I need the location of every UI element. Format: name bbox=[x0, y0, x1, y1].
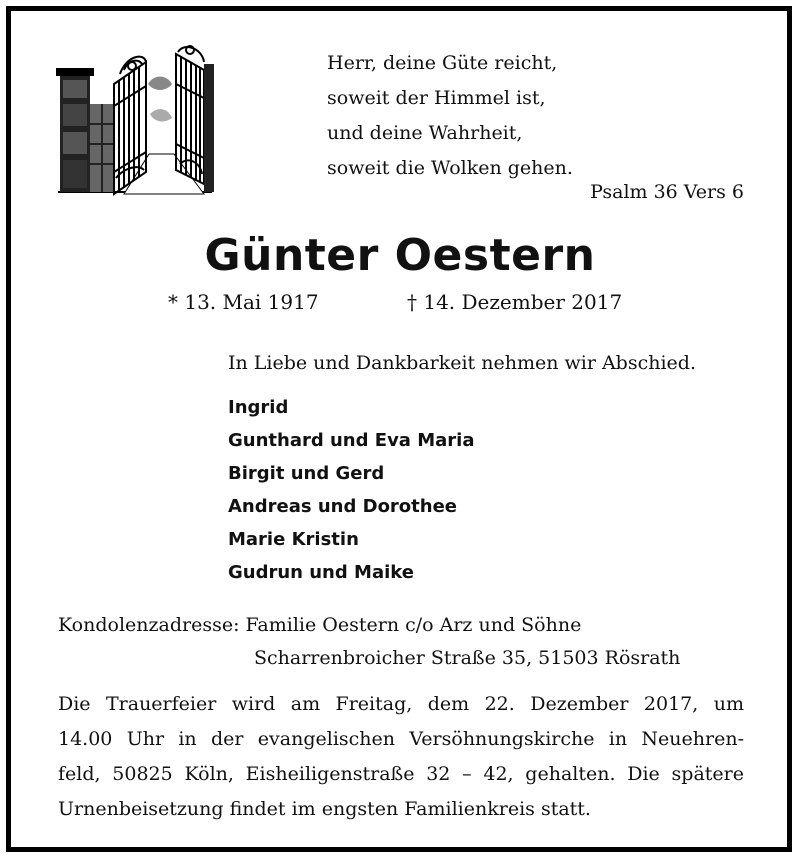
family-member: Ingrid bbox=[228, 397, 289, 418]
death-date: † 14. Dezember 2017 bbox=[407, 290, 623, 314]
service-line: Urnenbeisetzung findet im engsten Familienkreis statt. bbox=[58, 798, 591, 820]
service-line: Die Trauerfeier wird am Freitag, dem 22. Dezember 2017, um bbox=[58, 693, 744, 715]
family-member: Andreas und Dorothee bbox=[228, 496, 458, 517]
farewell-text: In Liebe und Dankbarkeit nehmen wir Abschied. bbox=[228, 352, 696, 374]
service-line: 14.00 Uhr in der evangelischen Versöhnungskirche in Neuehren- bbox=[58, 728, 744, 750]
family-member: Birgit und Gerd bbox=[228, 463, 385, 484]
family-member: Gudrun und Maike bbox=[228, 562, 414, 583]
psalm-line: und deine Wahrheit, bbox=[327, 122, 523, 144]
family-list bbox=[228, 391, 474, 589]
psalm-quote bbox=[327, 46, 573, 186]
psalm-line: soweit die Wolken gehen. bbox=[327, 157, 573, 179]
family-member: Gunthard und Eva Maria bbox=[228, 430, 475, 451]
open-garden-gate-icon bbox=[54, 44, 216, 200]
birth-date: * 13. Mai 1917 bbox=[168, 290, 319, 314]
condolence-street: Scharrenbroicher Straße 35, 51503 Rösrath bbox=[254, 647, 681, 669]
psalm-line: Herr, deine Güte reicht, bbox=[327, 52, 558, 74]
deceased-name: Günter Oestern bbox=[204, 230, 596, 281]
service-line: feld, 50825 Köln, Eisheiligenstraße 32 – 42, gehalten. Die spätere bbox=[58, 763, 744, 785]
service-announcement bbox=[58, 687, 744, 827]
psalm-reference: Psalm 36 Vers 6 bbox=[590, 181, 744, 203]
condolence-address: Kondolenzadresse: Familie Oestern c/o Arz und Söhne bbox=[58, 614, 582, 636]
psalm-line: soweit der Himmel ist, bbox=[327, 87, 546, 109]
family-member: Marie Kristin bbox=[228, 529, 359, 550]
